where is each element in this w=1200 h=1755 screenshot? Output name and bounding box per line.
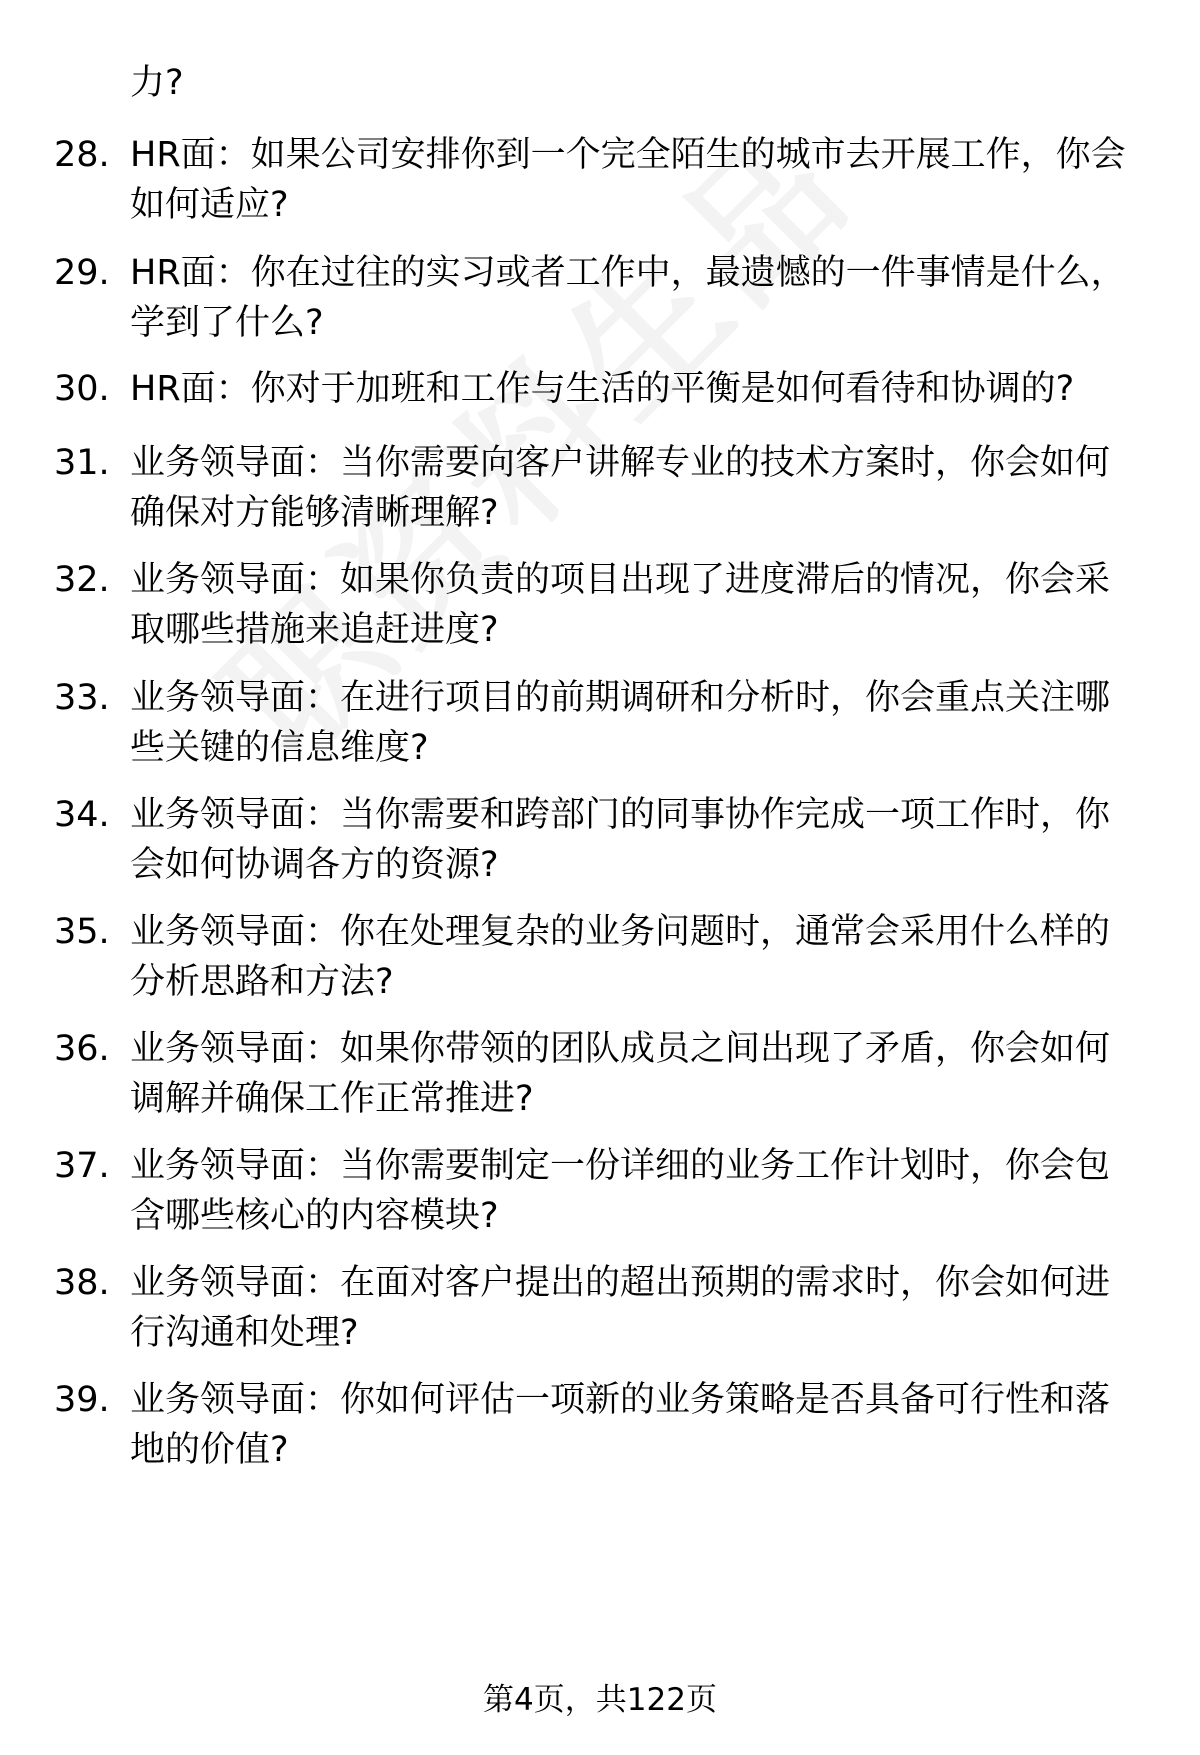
question-number: 33. [54, 678, 110, 718]
question-number: 39. [54, 1380, 110, 1420]
question-text: 业务领导面：你如何评估一项新的业务策略是否具备可行性和落 地的价值? [130, 1380, 1111, 1470]
question-number: 30. [54, 369, 110, 409]
question-number: 37. [54, 1146, 110, 1186]
question-number: 36. [54, 1029, 110, 1069]
question-number: 31. [54, 443, 110, 483]
question-text: HR面：你对于加班和工作与生活的平衡是如何看待和协调的? [130, 369, 1075, 409]
question-text: 业务领导面：在进行项目的前期调研和分析时，你会重点关注哪 些关键的信息维度? [130, 678, 1111, 768]
question-number: 29. [54, 253, 110, 293]
question-text: 业务领导面：如果你带领的团队成员之间出现了矛盾，你会如何 调解并确保工作正常推进? [130, 1029, 1111, 1119]
question-text: 业务领导面：当你需要和跨部门的同事协作完成一项工作时，你 会如何协调各方的资源? [130, 795, 1111, 885]
question-text: 业务领导面：当你需要向客户讲解专业的技术方案时，你会如何 确保对方能够清晰理解? [130, 443, 1111, 533]
page-footer: 第4页，共122页 [483, 1682, 717, 1718]
question-number: 38. [54, 1263, 110, 1303]
question-text: 业务领导面：当你需要制定一份详细的业务工作计划时，你会包 含哪些核心的内容模块? [130, 1146, 1111, 1236]
question-text: HR面：你在过往的实习或者工作中，最遗憾的一件事情是什么， 学到了什么? [130, 253, 1126, 343]
question-text: HR面：如果公司安排你到一个完全陌生的城市去开展工作，你会 如何适应? [130, 135, 1126, 225]
question-text: 业务领导面：如果你负责的项目出现了进度滞后的情况，你会采 取哪些措施来追赶进度? [130, 560, 1111, 650]
question-number: 34. [54, 795, 110, 835]
question-text: 业务领导面：你在处理复杂的业务问题时，通常会采用什么样的 分析思路和方法? [130, 912, 1111, 1002]
question-number: 32. [54, 560, 110, 600]
question-number: 35. [54, 912, 110, 952]
question-text: 业务领导面：在面对客户提出的超出预期的需求时，你会如何进 行沟通和处理? [130, 1263, 1111, 1353]
question-number: 28. [54, 135, 110, 175]
continuation-text: 力? [130, 63, 184, 103]
